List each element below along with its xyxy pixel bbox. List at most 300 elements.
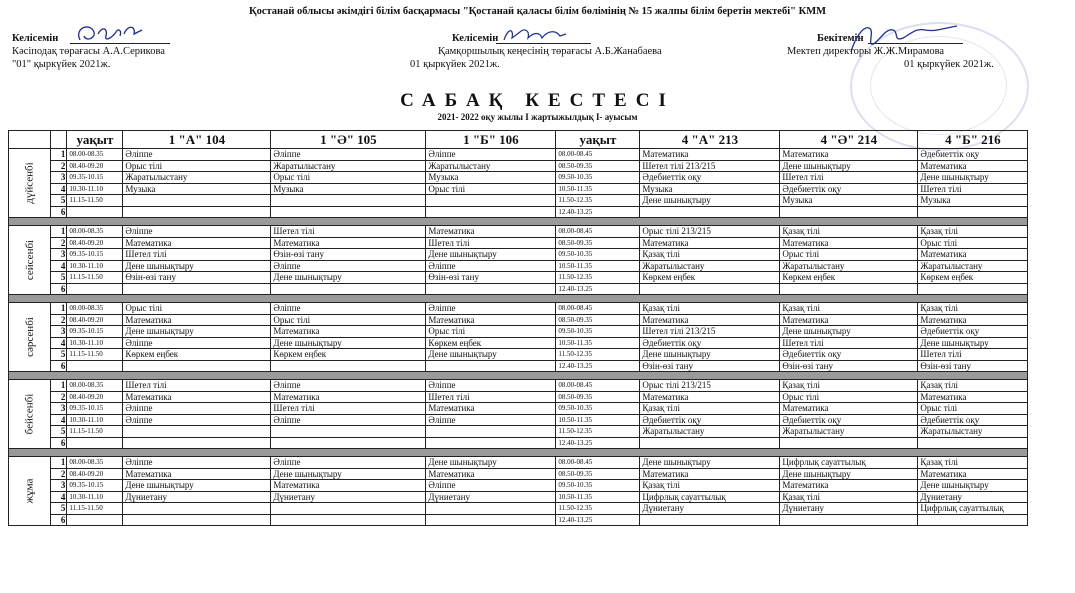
subject-cell: Дүниетану	[123, 491, 271, 503]
subject-cell: Математика	[123, 314, 271, 326]
subject-cell: Өзін-өзі тану	[780, 360, 918, 372]
separator-cell	[9, 449, 1028, 457]
subject-cell: Дене шынықтыру	[780, 326, 918, 338]
subject-cell: Әліппе	[123, 457, 271, 469]
table-row	[9, 403, 1028, 415]
subject-cell	[271, 503, 426, 515]
left-approval-label: Келісемін	[12, 33, 59, 44]
subject-cell: Әдебиеттік оқу	[640, 172, 780, 184]
subject-cell: Көркем еңбек	[640, 272, 780, 284]
subject-cell: Математика	[123, 468, 271, 480]
day-separator	[9, 218, 1028, 226]
subject-cell: Қазақ тілі	[918, 457, 1028, 469]
subject-cell: Жаратылыстану	[640, 260, 780, 272]
time-cell	[67, 437, 123, 449]
center-approval-label: Келісемін	[452, 33, 499, 44]
subject-cell: Жаратылыстану	[123, 172, 271, 184]
time-cell: 09.35-10.15	[67, 172, 123, 184]
subject-cell: Өзін-өзі тану	[918, 360, 1028, 372]
day-separator	[9, 449, 1028, 457]
lesson-number: 5	[51, 503, 67, 515]
separator-cell	[9, 218, 1028, 226]
time-cell: 11.15-11.50	[67, 503, 123, 515]
table-row	[9, 172, 1028, 184]
subject-cell: Математика	[426, 403, 556, 415]
lesson-number: 5	[51, 426, 67, 438]
subject-cell: Дене шынықтыру	[123, 260, 271, 272]
time-cell: 09.50-10.35	[556, 403, 640, 415]
subject-cell: Математика	[918, 249, 1028, 261]
table-row	[9, 437, 1028, 449]
subject-cell: Өзін-өзі тану	[271, 249, 426, 261]
time-cell: 11.50-12.35	[556, 195, 640, 207]
time-cell: 10.30-11.10	[67, 260, 123, 272]
subject-cell: Дене шынықтыру	[780, 468, 918, 480]
subject-cell: Шетел тілі 213/215	[640, 326, 780, 338]
schedule-title: САБАҚ КЕСТЕСІ	[400, 90, 675, 111]
time-cell: 10.50-11.35	[556, 183, 640, 195]
table-row	[9, 260, 1028, 272]
left-signature	[72, 20, 152, 46]
time-cell: 12.40-13.25	[556, 283, 640, 295]
time-cell: 10.50-11.35	[556, 337, 640, 349]
subject-cell	[123, 437, 271, 449]
subject-cell: Шетел тілі	[271, 226, 426, 238]
subject-cell: Әліппе	[426, 149, 556, 161]
time-cell: 08.50-09.35	[556, 237, 640, 249]
time-cell: 10.50-11.35	[556, 491, 640, 503]
time-cell: 08.00-08.35	[67, 457, 123, 469]
day-name: сәрсенбі	[23, 317, 36, 357]
day-label	[9, 457, 51, 526]
subject-cell: Әліппе	[271, 380, 426, 392]
subject-cell: Музыка	[426, 172, 556, 184]
time-cell: 11.15-11.50	[67, 426, 123, 438]
time-cell: 11.15-11.50	[67, 349, 123, 361]
lesson-number: 5	[51, 349, 67, 361]
subject-cell: Цифрлық сауаттылық	[640, 491, 780, 503]
subject-cell: Дене шынықтыру	[271, 468, 426, 480]
subject-cell	[918, 437, 1028, 449]
time-cell: 08.00-08.35	[67, 149, 123, 161]
time-cell: 09.35-10.15	[67, 249, 123, 261]
table-row	[9, 283, 1028, 295]
subject-cell: Әліппе	[271, 149, 426, 161]
subject-cell: Музыка	[918, 195, 1028, 207]
time-cell	[67, 514, 123, 526]
subject-cell: Дүниетану	[426, 491, 556, 503]
subject-cell: Көркем еңбек	[780, 272, 918, 284]
subject-cell: Шетел тілі	[426, 391, 556, 403]
time-cell: 09.50-10.35	[556, 172, 640, 184]
lesson-number: 3	[51, 172, 67, 184]
subject-cell: Дене шынықтыру	[780, 160, 918, 172]
col-header: уақыт	[67, 131, 123, 149]
subject-cell: Әліппе	[271, 260, 426, 272]
time-cell: 09.50-10.35	[556, 480, 640, 492]
schedule-subtitle: 2021- 2022 оқу жылы І жартыжылдық І- ауысым	[437, 112, 638, 122]
subject-cell: Әдебиеттік оқу	[780, 414, 918, 426]
subject-cell: Математика	[640, 149, 780, 161]
subject-cell: Жаратылыстану	[780, 426, 918, 438]
time-cell: 11.15-11.50	[67, 272, 123, 284]
right-approval-label: Бекітемін	[817, 33, 864, 44]
subject-cell: Орыс тілі	[271, 172, 426, 184]
subject-cell: Математика	[271, 326, 426, 338]
time-cell: 08.40-09.20	[67, 468, 123, 480]
table-row	[9, 468, 1028, 480]
subject-cell	[426, 437, 556, 449]
subject-cell: Әліппе	[123, 414, 271, 426]
time-cell: 12.40-13.25	[556, 360, 640, 372]
lesson-number: 3	[51, 249, 67, 261]
subject-cell: Әліппе	[123, 337, 271, 349]
subject-cell: Дене шынықтыру	[426, 349, 556, 361]
subject-cell: Дене шынықтыру	[918, 480, 1028, 492]
table-row	[9, 206, 1028, 218]
time-cell	[67, 206, 123, 218]
time-cell: 08.40-09.20	[67, 160, 123, 172]
table-row	[9, 480, 1028, 492]
table-row	[9, 491, 1028, 503]
subject-cell	[918, 283, 1028, 295]
subject-cell: Математика	[780, 237, 918, 249]
subject-cell: Дене шынықтыру	[271, 272, 426, 284]
table-row	[9, 514, 1028, 526]
subject-cell: Математика	[640, 468, 780, 480]
subject-cell: Дене шынықтыру	[271, 337, 426, 349]
subject-cell: Математика	[780, 314, 918, 326]
time-cell: 08.00-08.35	[67, 303, 123, 315]
subject-cell: Орыс тілі 213/215	[640, 380, 780, 392]
subject-cell: Математика	[426, 314, 556, 326]
time-cell: 08.00-08.45	[556, 303, 640, 315]
day-label	[9, 226, 51, 295]
subject-cell: Математика	[271, 480, 426, 492]
subject-cell: Қазақ тілі	[640, 403, 780, 415]
right-approval-date: 01 қыркүйек 2021ж.	[904, 59, 994, 70]
lesson-number: 2	[51, 314, 67, 326]
subject-cell: Әдебиеттік оқу	[640, 414, 780, 426]
time-cell	[67, 360, 123, 372]
lesson-number: 2	[51, 237, 67, 249]
subject-cell: Шетел тілі 213/215	[640, 160, 780, 172]
col-header: 4 "Б" 216	[918, 131, 1028, 149]
lesson-number: 5	[51, 195, 67, 207]
lesson-number: 4	[51, 414, 67, 426]
time-cell: 11.50-12.35	[556, 349, 640, 361]
day-name: бейсенбі	[23, 393, 36, 435]
subject-cell: Әдебиеттік оқу	[918, 414, 1028, 426]
subject-cell: Әліппе	[123, 403, 271, 415]
subject-cell	[123, 283, 271, 295]
subject-cell	[123, 514, 271, 526]
lesson-number: 4	[51, 183, 67, 195]
subject-cell: Шетел тілі	[426, 237, 556, 249]
subject-cell	[918, 514, 1028, 526]
lesson-num-header	[51, 131, 67, 149]
table-row	[9, 426, 1028, 438]
time-cell: 08.50-09.35	[556, 314, 640, 326]
time-cell	[67, 283, 123, 295]
time-cell: 08.50-09.35	[556, 391, 640, 403]
subject-cell	[426, 360, 556, 372]
lesson-number: 5	[51, 272, 67, 284]
subject-cell: Әліппе	[426, 414, 556, 426]
day-label	[9, 149, 51, 218]
left-approval-date: "01" қыркүйек 2021ж.	[12, 59, 111, 70]
subject-cell: Музыка	[640, 183, 780, 195]
table-row	[9, 337, 1028, 349]
time-cell: 10.30-11.10	[67, 337, 123, 349]
subject-cell: Дене шынықтыру	[426, 457, 556, 469]
separator-cell	[9, 372, 1028, 380]
subject-cell	[640, 283, 780, 295]
left-approval-name: Кәсіподақ төрағасы А.А.Серикова	[12, 46, 165, 57]
subject-cell: Әліппе	[271, 414, 426, 426]
time-cell: 09.35-10.15	[67, 326, 123, 338]
lesson-number: 1	[51, 149, 67, 161]
col-header: 1 "Ә" 105	[271, 131, 426, 149]
center-approval-date: 01 қыркүйек 2021ж.	[410, 59, 500, 70]
subject-cell: Математика	[640, 391, 780, 403]
table-row	[9, 314, 1028, 326]
subject-cell: Өзін-өзі тану	[123, 272, 271, 284]
time-cell: 08.00-08.45	[556, 380, 640, 392]
lesson-number: 3	[51, 326, 67, 338]
subject-cell: Дене шынықтыру	[640, 195, 780, 207]
time-cell: 10.50-11.35	[556, 414, 640, 426]
time-cell: 09.35-10.15	[67, 403, 123, 415]
time-cell: 08.40-09.20	[67, 391, 123, 403]
lesson-number: 6	[51, 437, 67, 449]
subject-cell: Шетел тілі	[271, 403, 426, 415]
table-row	[9, 391, 1028, 403]
subject-cell: Әдебиеттік оқу	[780, 183, 918, 195]
subject-cell	[123, 360, 271, 372]
lesson-number: 6	[51, 360, 67, 372]
subject-cell	[271, 195, 426, 207]
subject-cell	[271, 360, 426, 372]
subject-cell: Әдебиеттік оқу	[918, 326, 1028, 338]
time-cell: 10.50-11.35	[556, 260, 640, 272]
subject-cell: Математика	[426, 226, 556, 238]
subject-cell: Әдебиеттік оқу	[918, 149, 1028, 161]
subject-cell	[780, 283, 918, 295]
subject-cell	[123, 206, 271, 218]
subject-cell: Шетел тілі	[918, 349, 1028, 361]
subject-cell: Жаратылыстану	[780, 260, 918, 272]
subject-cell: Шетел тілі	[123, 249, 271, 261]
subject-cell: Математика	[780, 480, 918, 492]
subject-cell: Шетел тілі	[780, 337, 918, 349]
subject-cell: Қазақ тілі	[780, 380, 918, 392]
lesson-number: 3	[51, 480, 67, 492]
col-header: уақыт	[556, 131, 640, 149]
subject-cell	[271, 437, 426, 449]
col-header: 1 "Б" 106	[426, 131, 556, 149]
subject-cell: Әліппе	[426, 303, 556, 315]
subject-cell: Қазақ тілі	[640, 249, 780, 261]
subject-cell	[271, 426, 426, 438]
subject-cell: Әліппе	[271, 303, 426, 315]
subject-cell	[640, 514, 780, 526]
table-row	[9, 349, 1028, 361]
subject-cell: Музыка	[780, 195, 918, 207]
subject-cell: Орыс тілі	[123, 303, 271, 315]
subject-cell: Математика	[426, 468, 556, 480]
time-cell: 08.40-09.20	[67, 237, 123, 249]
day-separator	[9, 295, 1028, 303]
table-row	[9, 149, 1028, 161]
time-cell: 09.50-10.35	[556, 249, 640, 261]
subject-cell: Көркем еңбек	[918, 272, 1028, 284]
subject-cell: Қазақ тілі	[640, 480, 780, 492]
subject-cell	[271, 206, 426, 218]
subject-cell	[640, 206, 780, 218]
separator-cell	[9, 295, 1028, 303]
subject-cell: Математика	[123, 237, 271, 249]
subject-cell	[426, 426, 556, 438]
center-signature	[500, 24, 570, 46]
time-cell: 09.50-10.35	[556, 326, 640, 338]
subject-cell: Математика	[780, 403, 918, 415]
subject-cell: Өзін-өзі тану	[640, 360, 780, 372]
subject-cell	[426, 283, 556, 295]
table-row	[9, 237, 1028, 249]
col-header: 4 "А" 213	[640, 131, 780, 149]
subject-cell: Математика	[640, 237, 780, 249]
subject-cell: Шетел тілі	[780, 172, 918, 184]
col-header: 1 "А" 104	[123, 131, 271, 149]
subject-cell	[426, 514, 556, 526]
table-row	[9, 360, 1028, 372]
table-row	[9, 303, 1028, 315]
subject-cell: Жаратылыстану	[271, 160, 426, 172]
subject-cell: Музыка	[271, 183, 426, 195]
time-cell: 11.15-11.50	[67, 195, 123, 207]
org-header: Қостанай облысы әкімдігі білім басқармасы "Қостанай қаласы білім бөлімінің № 15 жалпы білім беретін мектебі" КММ	[248, 6, 827, 17]
subject-cell	[271, 283, 426, 295]
subject-cell: Жаратылыстану	[640, 426, 780, 438]
subject-cell: Әдебиеттік оқу	[780, 349, 918, 361]
subject-cell: Орыс тілі	[426, 183, 556, 195]
subject-cell: Жаратылыстану	[918, 426, 1028, 438]
lesson-number: 1	[51, 226, 67, 238]
day-name: жұма	[23, 478, 36, 504]
subject-cell: Орыс тілі	[780, 391, 918, 403]
subject-cell: Орыс тілі	[780, 249, 918, 261]
subject-cell	[640, 437, 780, 449]
subject-cell: Орыс тілі	[271, 314, 426, 326]
subject-cell: Дене шынықтыру	[640, 457, 780, 469]
subject-cell: Математика	[918, 160, 1028, 172]
lesson-number: 4	[51, 337, 67, 349]
lesson-number: 4	[51, 491, 67, 503]
day-separator	[9, 372, 1028, 380]
table-row	[9, 160, 1028, 172]
subject-cell: Цифрлық сауаттылық	[918, 503, 1028, 515]
subject-cell: Жаратылыстану	[918, 260, 1028, 272]
lesson-number: 6	[51, 514, 67, 526]
lesson-number: 3	[51, 403, 67, 415]
col-header: 4 "Ә" 214	[780, 131, 918, 149]
subject-cell: Әдебиеттік оқу	[640, 337, 780, 349]
subject-cell: Өзін-өзі тану	[426, 272, 556, 284]
table-row	[9, 183, 1028, 195]
table-row	[9, 326, 1028, 338]
subject-cell	[780, 437, 918, 449]
time-cell: 12.40-13.25	[556, 206, 640, 218]
table-row	[9, 272, 1028, 284]
subject-cell: Қазақ тілі	[918, 226, 1028, 238]
schedule-table	[8, 130, 1028, 526]
time-cell: 11.50-12.35	[556, 426, 640, 438]
subject-cell: Көркем еңбек	[426, 337, 556, 349]
time-cell: 11.50-12.35	[556, 503, 640, 515]
table-row	[9, 226, 1028, 238]
subject-cell	[426, 195, 556, 207]
table-row	[9, 414, 1028, 426]
subject-cell: Әліппе	[123, 149, 271, 161]
subject-cell: Дене шынықтыру	[123, 480, 271, 492]
subject-cell: Математика	[918, 314, 1028, 326]
subject-cell: Дене шынықтыру	[640, 349, 780, 361]
corner-cell	[9, 131, 51, 149]
subject-cell	[780, 206, 918, 218]
table-row	[9, 380, 1028, 392]
subject-cell: Қазақ тілі	[780, 226, 918, 238]
subject-cell: Әліппе	[426, 480, 556, 492]
subject-cell	[780, 514, 918, 526]
subject-cell: Қазақ тілі	[780, 303, 918, 315]
time-cell: 11.50-12.35	[556, 272, 640, 284]
lesson-number: 1	[51, 303, 67, 315]
subject-cell: Орыс тілі	[426, 326, 556, 338]
subject-cell: Әліппе	[271, 457, 426, 469]
lesson-number: 1	[51, 457, 67, 469]
subject-cell: Дүниетану	[780, 503, 918, 515]
subject-cell	[426, 206, 556, 218]
day-label	[9, 303, 51, 372]
subject-cell: Орыс тілі	[123, 160, 271, 172]
subject-cell: Дене шынықтыру	[918, 172, 1028, 184]
lesson-number: 4	[51, 260, 67, 272]
subject-cell: Орыс тілі	[918, 403, 1028, 415]
day-name: сейсенбі	[23, 239, 36, 281]
day-name: дүйсенбі	[23, 162, 36, 204]
subject-cell: Шетел тілі	[918, 183, 1028, 195]
subject-cell: Жаратылыстану	[426, 160, 556, 172]
subject-cell: Әліппе	[426, 380, 556, 392]
subject-cell: Шетел тілі	[123, 380, 271, 392]
subject-cell: Математика	[780, 149, 918, 161]
time-cell: 12.40-13.25	[556, 437, 640, 449]
subject-cell: Математика	[271, 237, 426, 249]
subject-cell: Математика	[918, 468, 1028, 480]
subject-cell: Дүниетану	[918, 491, 1028, 503]
subject-cell: Орыс тілі 213/215	[640, 226, 780, 238]
time-cell: 08.40-09.20	[67, 314, 123, 326]
subject-cell: Дүниетану	[640, 503, 780, 515]
day-label	[9, 380, 51, 449]
subject-cell: Көркем еңбек	[123, 349, 271, 361]
time-cell: 12.40-13.25	[556, 514, 640, 526]
subject-cell	[271, 514, 426, 526]
subject-cell: Музыка	[123, 183, 271, 195]
time-cell: 08.00-08.35	[67, 380, 123, 392]
time-cell: 10.30-11.10	[67, 414, 123, 426]
